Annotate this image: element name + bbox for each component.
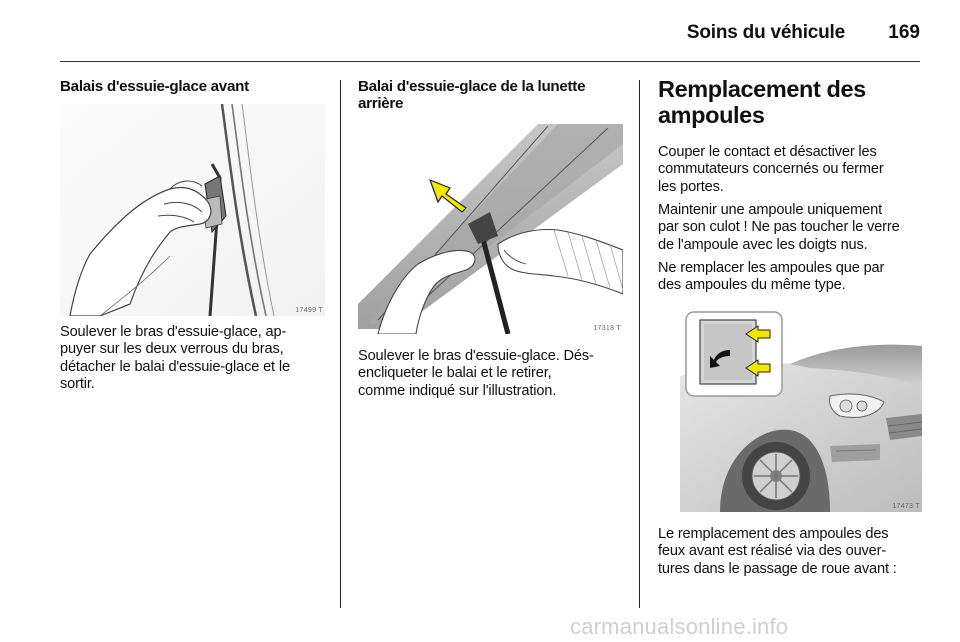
figure-code-rear: 17318 T (593, 325, 621, 332)
text-line: encliqueter le balai et le retirer, (358, 365, 552, 382)
column-divider-right (639, 80, 640, 608)
bulb-para-3 (658, 260, 926, 295)
direction-arrow-icon (430, 180, 466, 212)
figure-front-wiper (60, 104, 325, 316)
heading-line: Balai d'essuie-glace de la lunette (358, 78, 586, 95)
text-line: feux avant est réalisé via des ouver- (658, 543, 887, 560)
text-line: les portes. (658, 178, 724, 195)
bulb-para-2 (658, 202, 926, 254)
text-line: tures dans le passage de roue avant : (658, 560, 897, 577)
text-line: Maintenir une ampoule uniquement (658, 202, 882, 218)
bulb-para-4 (658, 526, 926, 578)
figure-headlamp-access (680, 306, 922, 512)
section-heading-bulbs (658, 76, 923, 128)
text-line: Ne remplacer les ampoules que par (658, 260, 885, 276)
bulb-para-1 (658, 144, 926, 196)
text-line: puyer sur les deux verrous du bras, (60, 341, 284, 358)
text-line: commutateurs concernés ou fermer (658, 161, 884, 178)
front-wiper-illustration (60, 104, 325, 316)
rear-wiper-illustration (358, 124, 623, 334)
heading-line: arrière (358, 95, 404, 112)
text-line: Couper le contact et désactiver les (658, 144, 877, 160)
section-heading-front-wiper: Balais d'essuie-glace avant (60, 78, 249, 95)
heading-line: ampoules (658, 102, 765, 128)
figure-code-front: 17499 T (295, 307, 323, 314)
page-number: 169 (888, 22, 920, 43)
figure-rear-wiper (358, 124, 623, 334)
front-wiper-instructions (60, 324, 335, 393)
text-line: par son culot ! Ne pas toucher le verre (658, 219, 900, 236)
figure-code-headlamp: 17473 T (892, 503, 920, 510)
rear-wiper-instructions (358, 348, 633, 400)
text-line: Le remplacement des ampoules des (658, 526, 889, 542)
text-line: sortir. (60, 375, 95, 392)
text-line: Soulever le bras d'essuie-glace, ap- (60, 324, 287, 340)
text-line: de l'ampoule avec les doigts nus. (658, 236, 868, 253)
headlamp-access-illustration (680, 306, 922, 512)
heading-line: Remplacement des (658, 76, 866, 102)
watermark: carmanualsonline.info (570, 614, 789, 639)
text-line: détacher le balai d'essuie-glace et le (60, 358, 290, 375)
header-rule (60, 61, 920, 62)
header-title: Soins du véhicule (686, 22, 845, 43)
column-divider-left (340, 80, 341, 608)
text-line: Soulever le bras d'essuie-glace. Dés- (358, 348, 594, 364)
text-line: comme indiqué sur l'illustration. (358, 382, 557, 399)
text-line: des ampoules du même type. (658, 277, 846, 294)
page-header (0, 0, 960, 62)
section-heading-rear-wiper (358, 78, 628, 112)
